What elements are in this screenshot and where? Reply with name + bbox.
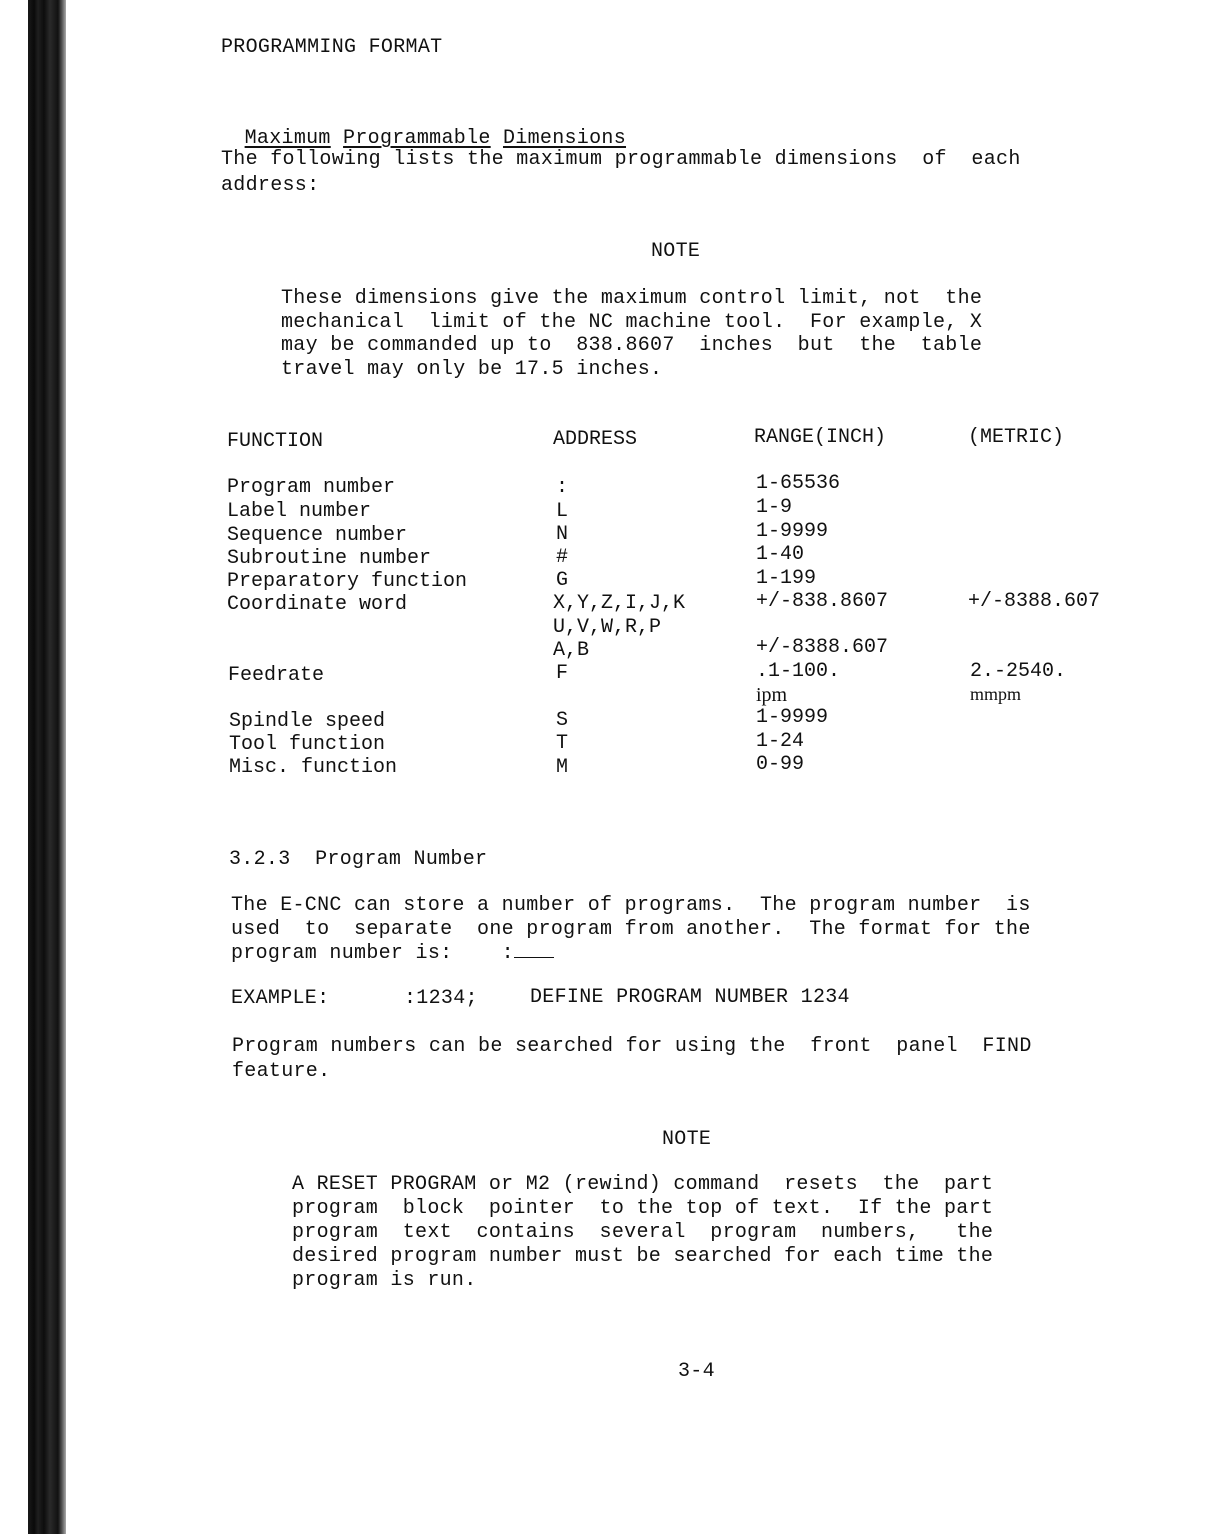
table-cell-range: 0-99 [756, 753, 805, 776]
table-cell-range: +/-838.8607 [756, 590, 889, 613]
table-cell-function: Coordinate word [227, 593, 408, 616]
example-label: EXAMPLE: [231, 987, 330, 1010]
table-cell-address: # [556, 546, 569, 569]
table-cell-function: Preparatory function [227, 570, 468, 593]
table-cell-address: L [556, 500, 569, 523]
table-cell-function: Label number [227, 500, 372, 523]
table-cell-function: Feedrate [228, 664, 325, 687]
note-line: may be commanded up to 838.8607 inches but the table [281, 334, 983, 357]
table-cell-address: : [556, 476, 569, 499]
table-cell-address: F [556, 662, 569, 685]
table-cell-metric: 2.-2540. [970, 660, 1067, 683]
table-cell-function: Program number [227, 476, 396, 499]
table-cell-range: +/-8388.607 [756, 636, 889, 659]
note-title: NOTE [662, 1128, 712, 1151]
table-cell-range-unit: ipm [756, 684, 788, 706]
note-line: program is run. [292, 1269, 477, 1292]
heading-word: Programmable [343, 127, 491, 150]
note-line: program block pointer to the top of text. If the part [292, 1197, 994, 1220]
note-line: desired program number must be searched for each time the [292, 1245, 994, 1268]
heading-word: Maximum [244, 127, 331, 150]
note-line: program text contains several program numbers, the [292, 1221, 994, 1244]
table-cell-range: .1-100. [756, 660, 841, 683]
section-header: PROGRAMMING FORMAT [221, 36, 443, 59]
table-cell-range: 1-65536 [756, 472, 841, 495]
heading [220, 104, 626, 150]
table-cell-address: G [556, 569, 569, 592]
table-cell-address: X,Y,Z,I,J,K [553, 592, 686, 615]
table-cell-range: 1-40 [756, 543, 805, 566]
table-cell-address: M [556, 756, 569, 779]
note-line: These dimensions give the maximum control limit, not the [281, 287, 983, 310]
intro-line: address: [221, 174, 320, 197]
example-description: DEFINE PROGRAM NUMBER 1234 [530, 986, 850, 1009]
table-cell-function: Misc. function [229, 756, 398, 779]
example-code: :1234; [404, 987, 478, 1010]
program-number-format: : [501, 942, 514, 965]
table-cell-range: 1-9999 [756, 706, 829, 729]
table-cell-address: A,B [553, 639, 590, 662]
table-cell-metric: +/-8388.607 [968, 590, 1101, 613]
paragraph-line: used to separate one program from another. The format for the [231, 918, 1031, 941]
table-cell-address: U,V,W,R,P [553, 616, 662, 639]
note-line: mechanical limit of the NC machine tool. For example, X [281, 311, 983, 334]
scan-binding-edge [28, 0, 66, 1534]
subsection-title: 3.2.3 Program Number [229, 848, 488, 871]
table-cell-range: 1-9 [756, 496, 793, 519]
table-cell-function: Subroutine number [227, 547, 432, 570]
paragraph-line [231, 942, 554, 965]
table-cell-address: T [556, 732, 569, 755]
note-line: A RESET PROGRAM or M2 (rewind) command resets the part [292, 1173, 994, 1196]
table-cell-range: 1-24 [756, 730, 805, 753]
page-number: 3-4 [678, 1360, 715, 1383]
paragraph-text: program number is: [231, 942, 453, 965]
note-title: NOTE [651, 240, 701, 263]
table-cell-range: 1-199 [756, 567, 817, 590]
paragraph-line: feature. [232, 1060, 331, 1083]
table-cell-function: Spindle speed [229, 710, 386, 733]
format-blank [514, 943, 554, 958]
table-cell-metric-unit: mmpm [970, 684, 1022, 704]
paragraph-line: The E-CNC can store a number of programs. The program number is [231, 894, 1031, 917]
table-header-metric: (METRIC) [968, 426, 1065, 449]
table-cell-address: N [556, 523, 569, 546]
intro-line: The following lists the maximum programmable dimensions of each [221, 148, 1021, 171]
table-header-address: ADDRESS [553, 428, 638, 451]
paragraph-line: Program numbers can be searched for using the front panel FIND [232, 1035, 1032, 1058]
heading-word: Dimensions [502, 127, 627, 150]
table-cell-function: Tool function [229, 733, 386, 756]
table-cell-address: S [556, 709, 569, 732]
table-header-range: RANGE(INCH) [754, 426, 887, 449]
note-line: travel may only be 17.5 inches. [281, 358, 663, 381]
table-cell-range: 1-9999 [756, 520, 829, 543]
table-header-function: FUNCTION [227, 430, 324, 453]
table-cell-function: Sequence number [227, 524, 408, 547]
